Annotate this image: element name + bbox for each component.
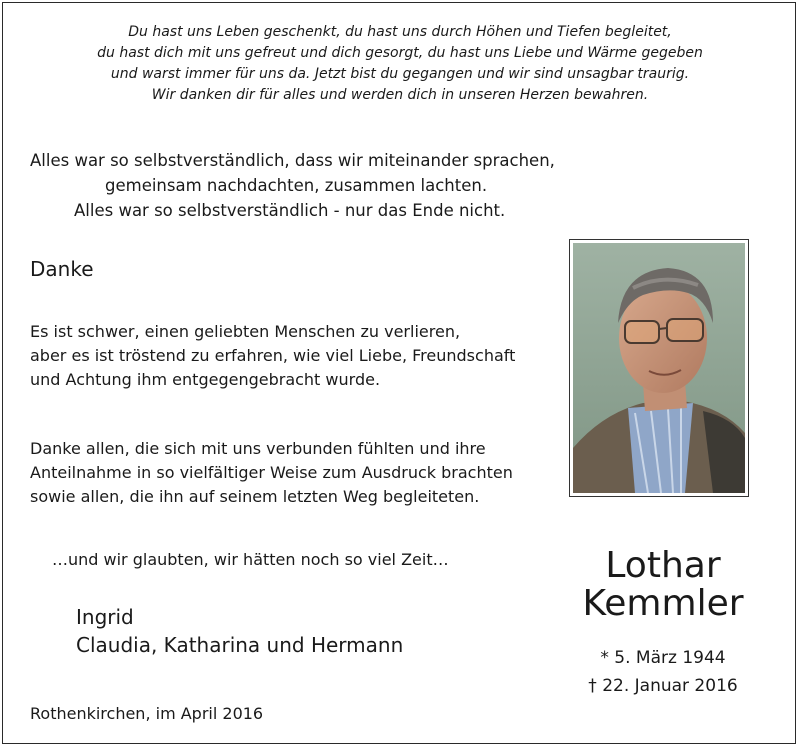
portrait-frame: [569, 239, 749, 497]
quote-line: Alles war so selbstverständlich - nur das Ende nicht.: [74, 201, 506, 220]
paragraph-line: Es ist schwer, einen geliebten Menschen zu verlieren,: [30, 322, 461, 341]
closing-line: …und wir glaubten, wir hätten noch so viel Zeit…: [52, 550, 449, 569]
poem-line: du hast dich mit uns gefreut und dich gesorgt, du hast uns Liebe und Wärme gegeben: [97, 45, 703, 61]
paragraph-line: Anteilnahme in so vielfältiger Weise zum Ausdruck brachten: [30, 463, 513, 482]
thanks-paragraph: [30, 320, 515, 392]
life-dates: [560, 644, 766, 700]
poem: [0, 22, 800, 106]
birth-date: * 5. März 1944: [600, 648, 726, 668]
mourners-list: [76, 603, 403, 659]
death-date: † 22. Januar 2016: [588, 676, 738, 696]
thanks-paragraph-2: [30, 437, 513, 509]
mourner-name: Claudia, Katharina und Hermann: [76, 633, 404, 657]
poem-line: Du hast uns Leben geschenkt, du hast uns durch Höhen und Tiefen begleitet,: [128, 24, 672, 40]
poem-line: und warst immer für uns da. Jetzt bist du gegangen und wir sind unsagbar traurig.: [110, 66, 690, 82]
deceased-first-name: Lothar: [605, 545, 721, 586]
mourner-name: Ingrid: [76, 605, 134, 629]
poem-line: Wir danken dir für alles und werden dich in unseren Herzen bewahren.: [151, 87, 649, 103]
paragraph-line: aber es ist tröstend zu erfahren, wie viel Liebe, Freundschaft: [30, 346, 516, 365]
quote-line: gemeinsam nachdachten, zusammen lachten.: [105, 176, 488, 195]
thanks-heading: Danke: [30, 257, 94, 281]
quote-line: Alles war so selbstverständlich, dass wir miteinander sprachen,: [30, 151, 555, 170]
paragraph-line: und Achtung ihm entgegengebracht wurde.: [30, 370, 381, 389]
paragraph-line: Danke allen, die sich mit uns verbunden fühlten und ihre: [30, 439, 486, 458]
paragraph-line: sowie allen, die ihn auf seinem letzten Weg begleiteten.: [30, 487, 480, 506]
place-date: Rothenkirchen, im April 2016: [30, 704, 264, 723]
deceased-last-name: Kemmler: [582, 583, 744, 624]
portrait-photo: [573, 243, 745, 493]
